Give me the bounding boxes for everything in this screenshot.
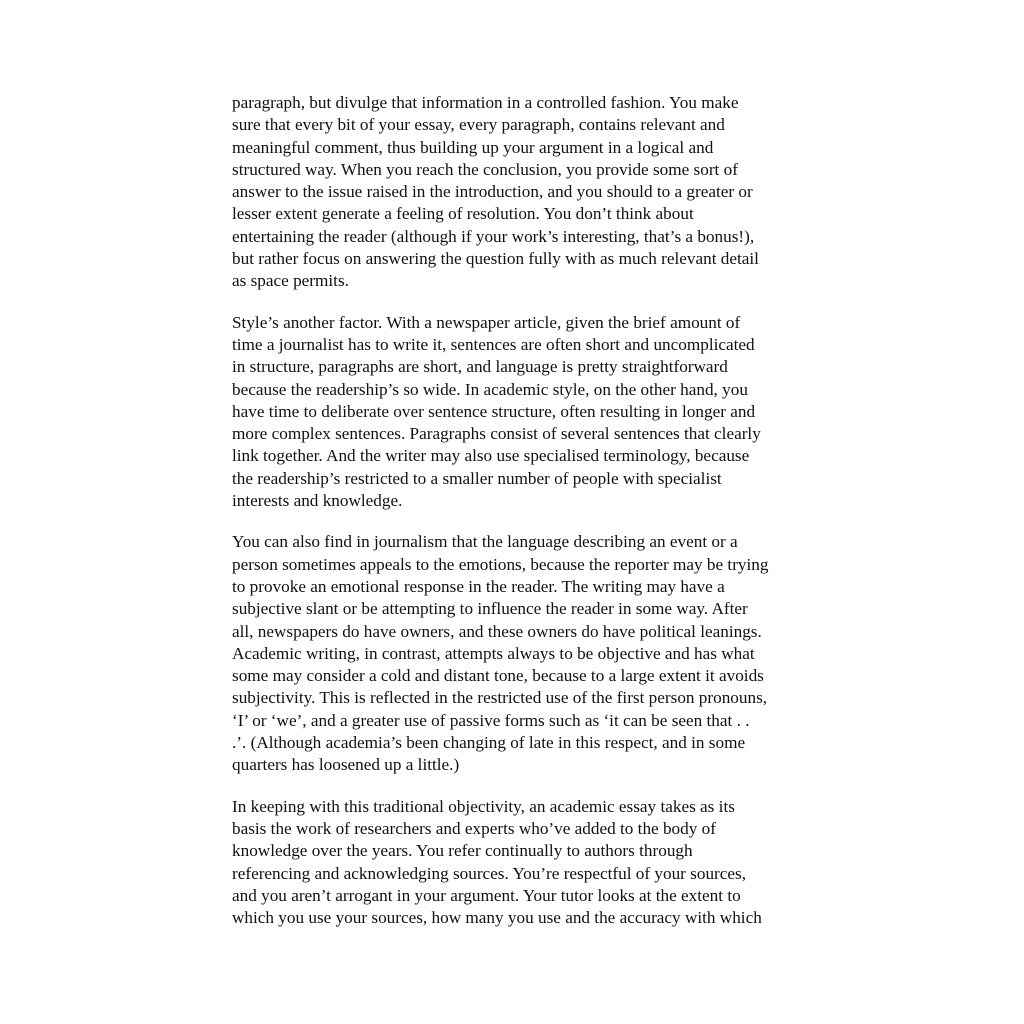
- text-line: some may consider a cold and distant tone, because to a large extent it avoids: [232, 666, 764, 686]
- text-line: structured way. When you reach the conclusion, you provide some sort of: [232, 159, 738, 179]
- text-line: .’. (Although academia’s been changing of late in this respect, and in some: [232, 733, 746, 753]
- text-line: entertaining the reader (although if your work’s interesting, that’s a bonus!),: [232, 226, 755, 246]
- text-line: quarters has loosened up a little.): [232, 755, 460, 775]
- text-line: meaningful comment, thus building up your argument in a logical and: [232, 137, 714, 157]
- text-line: ‘I’ or ‘we’, and a greater use of passive forms such as ‘it can be seen that . .: [232, 710, 750, 730]
- text-line: and you aren’t arrogant in your argument. Your tutor looks at the extent to: [232, 885, 741, 905]
- text-line: subjective slant or be attempting to influence the reader in some way. After: [232, 599, 748, 619]
- text-line: sure that every bit of your essay, every paragraph, contains relevant and: [232, 115, 725, 135]
- text-line: in structure, paragraphs are short, and language is pretty straightforward: [232, 357, 728, 377]
- text-line: interests and knowledge.: [232, 491, 403, 511]
- text-line: link together. And the writer may also use specialised terminology, because: [232, 446, 750, 466]
- text-line: In keeping with this traditional objectivity, an academic essay takes as its: [232, 796, 735, 816]
- text-line: knowledge over the years. You refer continually to authors through: [232, 841, 693, 861]
- text-line: paragraph, but divulge that information in a controlled fashion. You make: [232, 93, 739, 112]
- body-text: [232, 92, 832, 948]
- text-line: because the readership’s so wide. In academic style, on the other hand, you: [232, 379, 748, 399]
- text-line: lesser extent generate a feeling of resolution. You don’t think about: [232, 204, 694, 224]
- paragraph: [232, 796, 832, 930]
- paragraph: [232, 92, 832, 293]
- text-line: person sometimes appeals to the emotions, because the reporter may be trying: [232, 554, 769, 574]
- paragraph: [232, 312, 832, 513]
- text-line: as space permits.: [232, 271, 349, 291]
- text-line: Academic writing, in contrast, attempts always to be objective and has what: [232, 643, 755, 663]
- text-line: but rather focus on answering the question fully with as much relevant detail: [232, 249, 759, 269]
- text-line: basis the work of researchers and experts who’ve added to the body of: [232, 818, 716, 838]
- text-line: answer to the issue raised in the introduction, and you should to a greater or: [232, 182, 753, 202]
- text-line: Style’s another factor. With a newspaper article, given the brief amount of: [232, 312, 741, 332]
- text-line: all, newspapers do have owners, and these owners do have political leanings.: [232, 621, 762, 641]
- text-line: time a journalist has to write it, sentences are often short and uncomplicated: [232, 334, 755, 354]
- text-line: subjectivity. This is reflected in the restricted use of the first person pronouns,: [232, 688, 768, 708]
- text-line: which you use your sources, how many you use and the accuracy with which: [232, 908, 762, 928]
- text-line: referencing and acknowledging sources. You’re respectful of your sources,: [232, 863, 747, 883]
- text-line: have time to deliberate over sentence structure, often resulting in longer and: [232, 401, 756, 421]
- text-line: You can also find in journalism that the language describing an event or a: [232, 532, 738, 552]
- text-line: to provoke an emotional response in the reader. The writing may have a: [232, 576, 725, 596]
- text-line: the readership’s restricted to a smaller number of people with specialist: [232, 468, 722, 488]
- text-line: more complex sentences. Paragraphs consist of several sentences that clearly: [232, 424, 761, 444]
- paragraph: [232, 531, 832, 776]
